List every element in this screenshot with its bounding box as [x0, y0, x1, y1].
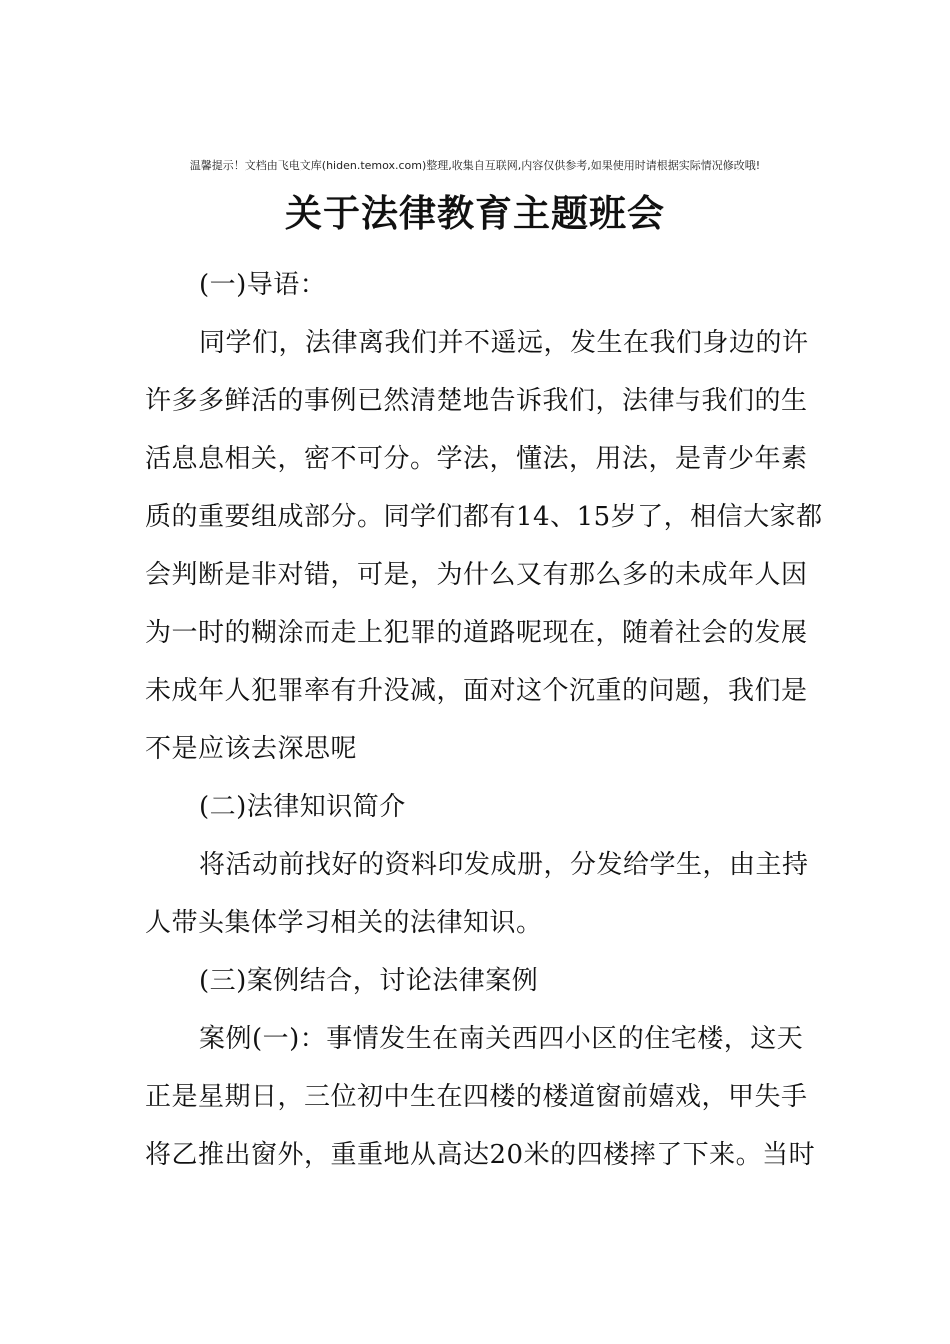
paragraph-line: 未成年人犯罪率有升没减，面对这个沉重的问题，我们是: [145, 676, 808, 706]
paragraph-knowledge: [145, 836, 807, 952]
paragraph-line: 不是应该去深思呢: [145, 734, 358, 764]
paragraph-line: 质的重要组成部分。同学们都有14、15岁了，相信大家都: [145, 502, 823, 532]
paragraph-line: 正是星期日，三位初中生在四楼的楼道窗前嬉戏，甲失手: [145, 1082, 808, 1112]
document-title: 关于法律教育主题班会: [285, 192, 665, 235]
section-knowledge-heading: [145, 778, 807, 836]
heading-text: (二)法律知识简介: [199, 792, 406, 822]
paragraph-line: 会判断是非对错，可是，为什么又有那么多的未成年人因: [145, 560, 808, 590]
section-intro-heading: [145, 256, 807, 314]
paragraph-line: 将乙推出窗外，重重地从高达20米的四楼摔了下来。当时: [145, 1140, 816, 1170]
paragraph-line: 活息息相关，密不可分。学法，懂法，用法，是青少年素: [145, 444, 808, 474]
heading-text: (三)案例结合，讨论法律案例: [199, 966, 539, 996]
paragraph-line: 许多多鲜活的事例已然清楚地告诉我们，法律与我们的生: [145, 386, 808, 416]
paragraph-intro: [145, 314, 823, 778]
paragraph-line: 同学们，法律离我们并不遥远，发生在我们身边的许: [199, 328, 809, 358]
section-case-heading: [145, 952, 807, 1010]
document-notice: 温馨提示！文档由飞电文库(hiden.temox.com)整理,收集自互联网,内容仅供参考,如果使用时请根据实际情况修改哦!: [189, 159, 761, 172]
heading-text: (一)导语：: [199, 270, 327, 300]
paragraph-line: 将活动前找好的资料印发成册，分发给学生，由主持: [199, 850, 809, 880]
paragraph-line: 人带头集体学习相关的法律知识。: [145, 908, 543, 938]
paragraph-line: 为一时的糊涂而走上犯罪的道路呢现在，随着社会的发展: [145, 618, 808, 648]
document-body: [145, 256, 823, 1184]
paragraph-case: [145, 1010, 816, 1184]
paragraph-line: 案例(一)：事情发生在南关西四小区的住宅楼，这天: [199, 1024, 804, 1054]
